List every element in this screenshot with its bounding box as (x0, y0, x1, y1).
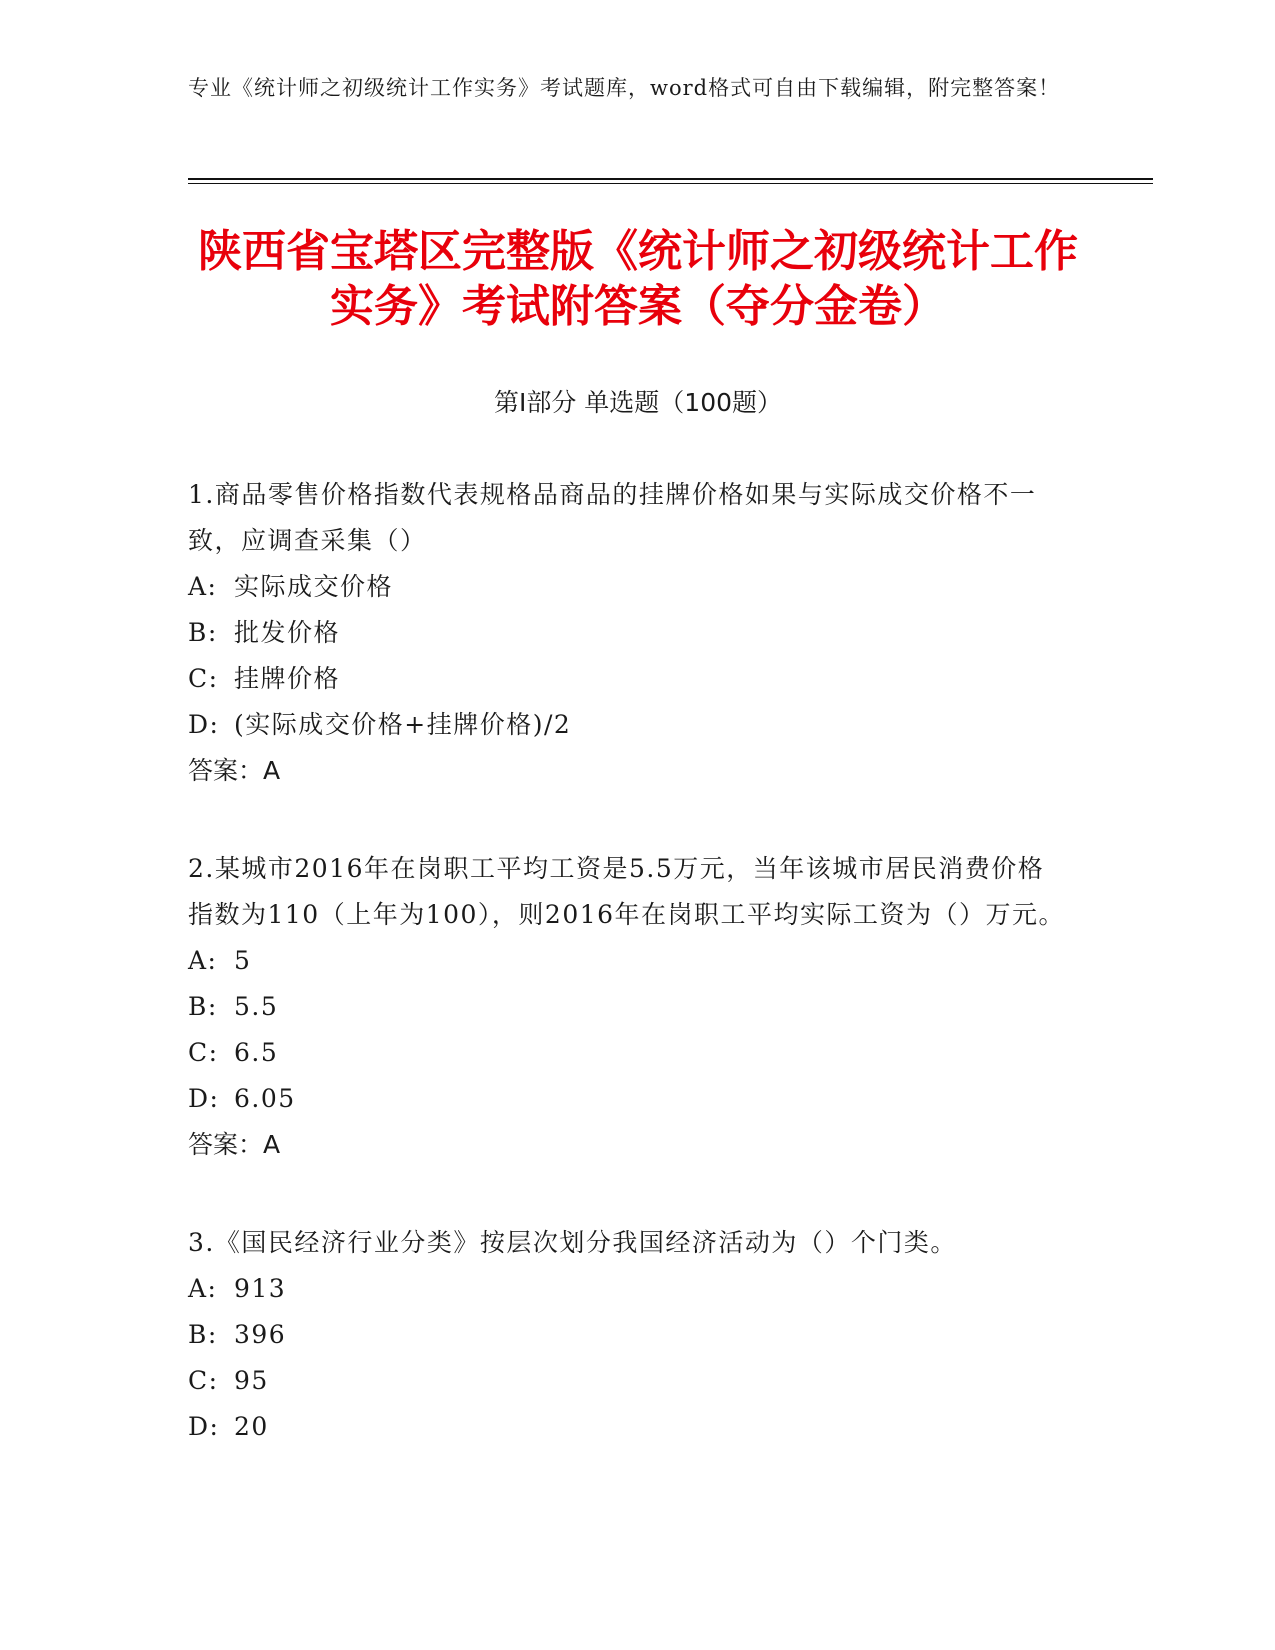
option-text: 20 (234, 1412, 269, 1441)
option-text: 396 (234, 1320, 287, 1349)
option-letter: C: (188, 664, 219, 693)
header-rule-thin (188, 183, 1153, 184)
option-letter: B: (188, 618, 218, 647)
option-b (188, 984, 1068, 1030)
question-1 (188, 472, 1068, 794)
option-letter: D: (188, 710, 220, 739)
section-title: 第Ⅰ部分 单选题（100题） (493, 388, 783, 417)
option-a (188, 1266, 1068, 1312)
option-text: 5.5 (234, 992, 279, 1021)
option-text: 6.05 (234, 1084, 296, 1113)
option-text: 批发价格 (234, 618, 341, 647)
option-letter: D: (188, 1412, 220, 1441)
option-letter: B: (188, 1320, 218, 1349)
answer: 答案：A (188, 756, 281, 785)
option-text: 挂牌价格 (234, 664, 341, 693)
option-letter: C: (188, 1366, 219, 1395)
question-3 (188, 1220, 1068, 1450)
option-letter: B: (188, 992, 218, 1021)
option-a (188, 564, 1068, 610)
header-note: 专业《统计师之初级统计工作实务》考试题库，word格式可自由下载编辑，附完整答案！ (188, 76, 1061, 100)
question-2 (188, 846, 1068, 1168)
option-letter: A: (188, 946, 218, 975)
document-title: 陕西省宝塔区完整版《统计师之初级统计工作实务》考试附答案（夺分金卷） (198, 226, 1078, 332)
option-b (188, 1312, 1068, 1358)
option-c (188, 1030, 1068, 1076)
option-letter: D: (188, 1084, 220, 1113)
option-text: (实际成交价格+挂牌价格)/2 (234, 710, 572, 739)
question-list (188, 472, 1068, 1502)
option-text: 913 (234, 1274, 287, 1303)
answer: 答案：A (188, 1130, 281, 1159)
option-c (188, 1358, 1068, 1404)
option-a (188, 938, 1068, 984)
question-stem: 3.《国民经济行业分类》按层次划分我国经济活动为（）个门类。 (188, 1228, 957, 1257)
option-text: 95 (234, 1366, 269, 1395)
question-stem: 2.某城市2016年在岗职工平均工资是5.5万元，当年该城市居民消费价格指数为110（上年为100），则2016年在岗职工平均实际工资为（）万元。 (188, 854, 1066, 929)
option-text: 5 (234, 946, 252, 975)
option-text: 实际成交价格 (234, 572, 394, 601)
option-d (188, 1404, 1068, 1450)
option-letter: A: (188, 572, 218, 601)
header-rule-thick (188, 178, 1153, 180)
option-d (188, 702, 1068, 748)
option-letter: C: (188, 1038, 219, 1067)
question-stem: 1.商品零售价格指数代表规格品商品的挂牌价格如果与实际成交价格不一致，应调查采集（） (188, 480, 1037, 555)
option-d (188, 1076, 1068, 1122)
option-c (188, 656, 1068, 702)
option-b (188, 610, 1068, 656)
option-letter: A: (188, 1274, 218, 1303)
option-text: 6.5 (234, 1038, 279, 1067)
